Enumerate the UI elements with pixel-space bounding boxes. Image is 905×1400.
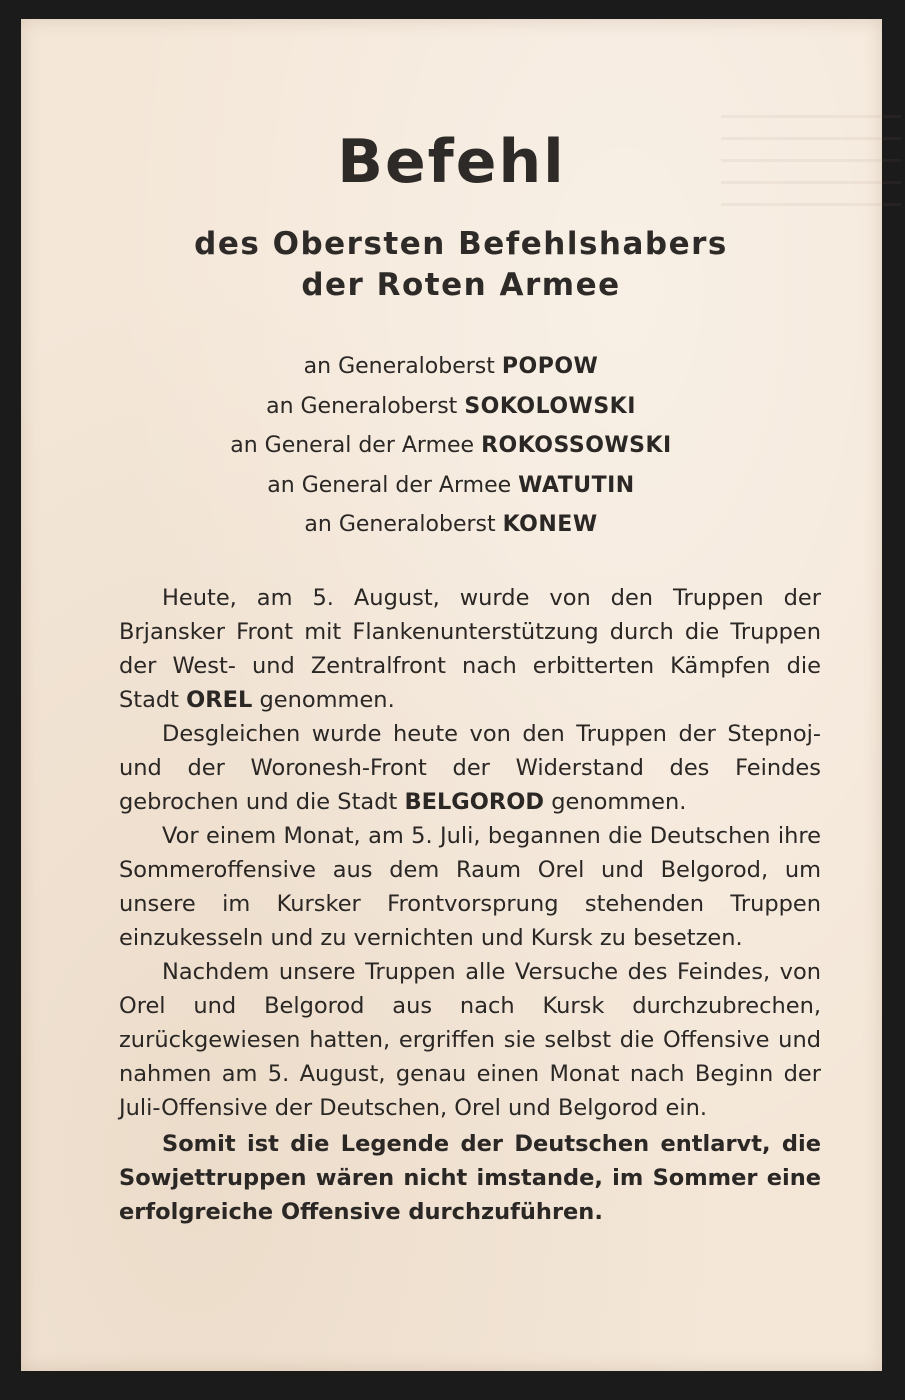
paragraph-text: Heute, am 5. August, wurde von den Truppen der Brjansker Front mit Flankenunterstützung durch die Truppen der West- und Zentralfront nach erbitterten Kämpfen die Stadt (119, 585, 821, 713)
addressee-prefix: an Generaloberst (304, 512, 496, 537)
addressee-prefix: an Generaloberst (303, 354, 495, 379)
paragraph-closing: Somit ist die Legende der Deutschen entlarvt, die Sowjettruppen wären nicht imstande, im Sommer eine erfolgreiche Offensive durchzuführen. (119, 1131, 821, 1225)
paragraph-orel (119, 581, 821, 717)
leaflet-sheet (21, 19, 882, 1371)
addressee-popow (61, 347, 841, 387)
city-belgorod: BELGOROD (404, 789, 545, 815)
paragraph-history: Vor einem Monat, am 5. Juli, begannen die Deutschen ihre Sommeroffensive aus dem Raum Orel und Belgorod, um unsere im Kursker Frontvorsprung stehenden Truppen einzukesseln und zu vernichten und Kursk zu besetzen. (119, 823, 821, 951)
paragraph-text: Desgleichen wurde heute von den Truppen der Stepnoj- und der Woronesh-Front der Widerstand des Feindes gebrochen und die Stadt (119, 721, 821, 815)
document-title: Befehl (337, 127, 566, 197)
order-body (119, 581, 821, 1229)
addressee-prefix: an Generaloberst (266, 393, 458, 419)
addressee-list (61, 347, 841, 545)
addressee-name: ROKOSSOWSKI (481, 433, 672, 458)
addressee-rokossowski (61, 426, 841, 466)
addressee-name: WATUTIN (518, 472, 635, 498)
subtitle-line-2: der Roten Armee (301, 267, 621, 303)
addressee-konew (61, 505, 841, 545)
addressee-prefix: an General der Armee (230, 433, 475, 458)
subtitle-line-1: des Obersten Befehlshabers (194, 226, 728, 262)
addressee-name: POPOW (501, 354, 599, 379)
addressee-watutin (61, 466, 841, 506)
addressee-sokolowski (61, 387, 841, 427)
paragraph-offensive: Nachdem unsere Truppen alle Versuche des Feindes, von Orel und Belgorod aus nach Kursk durchzubrechen, zurückgewiesen hatten, ergriffen sie selbst die Offensive und nahmen am 5. August, genau einen Monat nach Beginn der Juli-Offensive der Deutschen, Orel und Belgorod ein. (119, 959, 821, 1121)
paragraph-belgorod (119, 717, 821, 819)
addressee-prefix: an General der Armee (267, 472, 512, 498)
city-orel: OREL (186, 687, 253, 713)
addressee-name: SOKOLOWSKI (464, 393, 636, 419)
paragraph-text: genommen. (252, 687, 395, 713)
addressee-name: KONEW (502, 512, 598, 537)
paragraph-text: genommen. (544, 789, 687, 815)
document-subtitle (81, 224, 841, 306)
